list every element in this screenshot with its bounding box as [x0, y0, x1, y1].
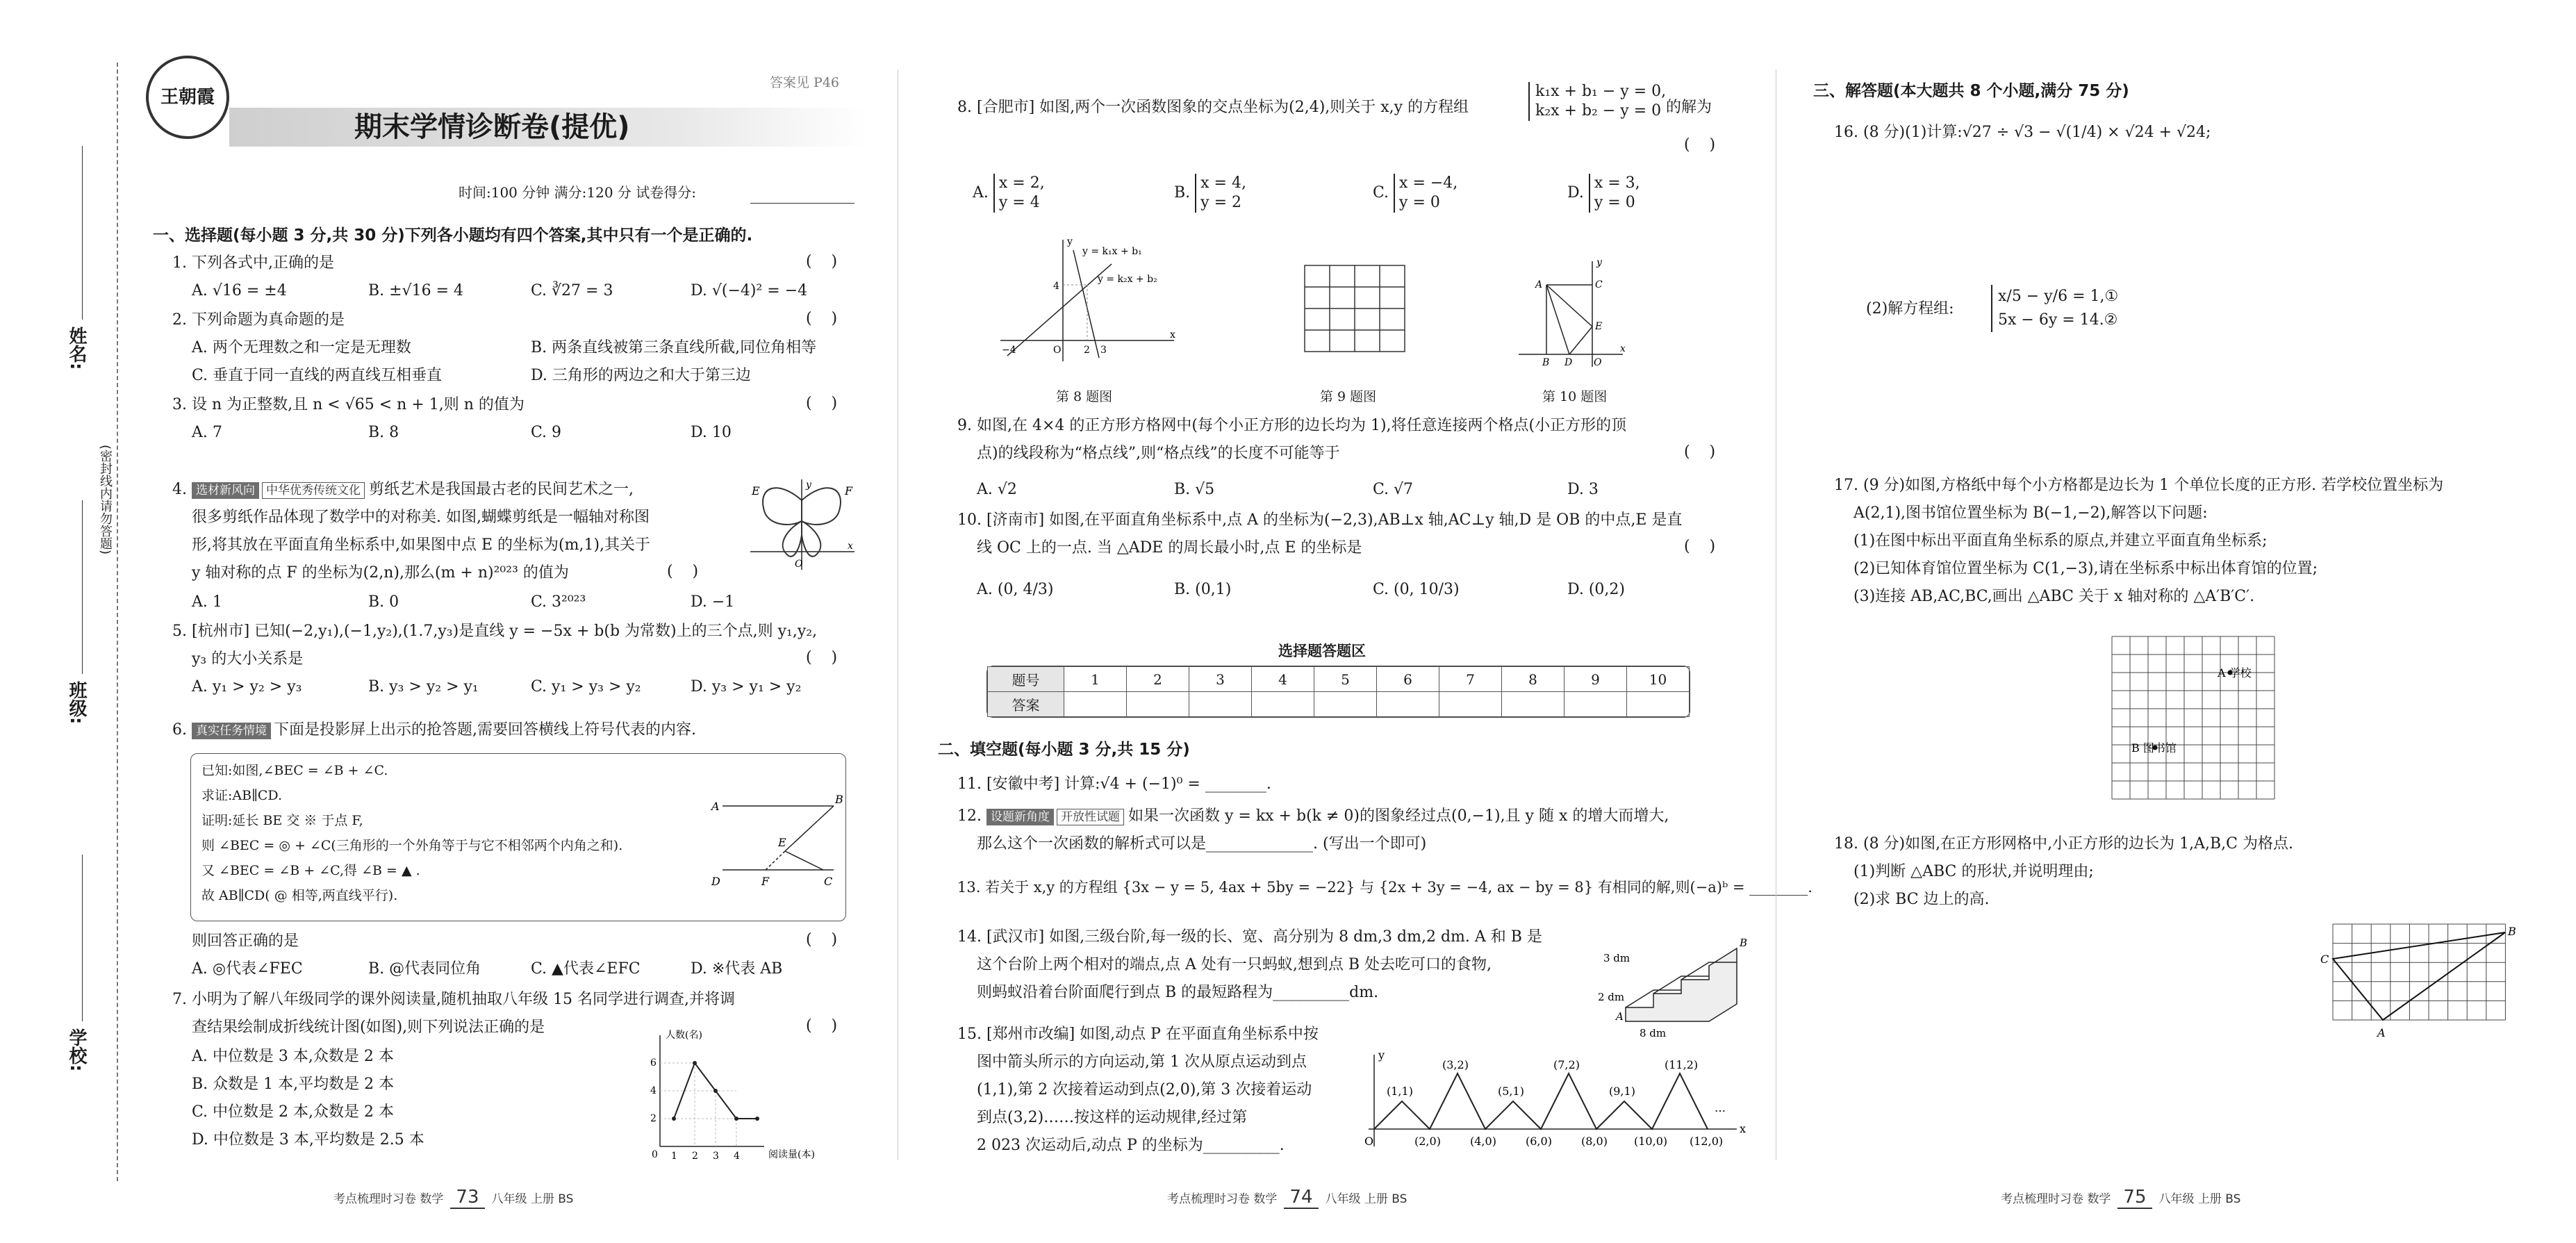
q7-option-b: B. 众数是 1 本,平均数是 2 本	[192, 1076, 395, 1093]
q3-option-b: B. 8	[368, 424, 399, 441]
q1-option-d: D. √(−4)² = −4	[691, 282, 808, 299]
q15-pt-3: (5,1)	[1498, 1085, 1524, 1098]
q7-option-a: A. 中位数是 3 本,众数是 2 本	[192, 1048, 394, 1065]
svg-text:2: 2	[650, 1113, 657, 1124]
q11: 11. [安徽中考] 计算:√4 + (−1)⁰ = ________.	[957, 775, 1271, 793]
q5-line-1: 5. [杭州市] 已知(−2,y₁),(−1,y₂),(1.7,y₃)是直线 y = −5x + b(b 为常数)上的三个点,则 y₁,y₂,	[172, 623, 818, 640]
fig10-coordinate	[1519, 257, 1630, 368]
logo-text: 王朝霞	[160, 87, 215, 108]
q4-line-2: 很多剪纸作品体现了数学中的对称美. 如图,蝴蝶剪纸是一幅轴对称图	[192, 509, 650, 526]
q16-part2: (2)解方程组:	[1866, 300, 1954, 318]
answer-col-8: 8	[1502, 667, 1564, 692]
page-title: 期末学情诊断卷(提优)	[354, 111, 630, 143]
q17-line-1: 17. (9 分)如图,方格纸中每个小方格都是边长为 1 个单位长度的正方形. 若学校位置坐标为	[1834, 477, 2444, 494]
q17-label-school: A 学校	[2218, 666, 2252, 680]
logo	[146, 56, 229, 139]
q6-option-a: A. ◎代表∠FEC	[192, 960, 303, 978]
svg-text:O: O	[1364, 1135, 1374, 1148]
q1-answer-bracket[interactable]: ( )	[806, 253, 838, 270]
q15-pt-4: (7,2)	[1553, 1058, 1580, 1071]
section-1-heading: 一、选择题(每小题 3 分,共 30 分)下列各小题均有四个答案,其中只有一个是正确的.	[153, 227, 753, 245]
q8-d-x: x = 3,	[1594, 174, 1640, 192]
q8-system-eq1: k₁x + b₁ − y = 0,	[1535, 83, 1667, 100]
q3-option-c: C. 9	[531, 424, 562, 441]
q14-label-a: A	[1616, 1010, 1624, 1023]
q9-line-2: 点)的线段称为“格点线”,则“格点线”的长度不可能等于	[977, 445, 1340, 462]
answer-col-10: 10	[1627, 667, 1690, 692]
answer-area-title: 选择题答题区	[1278, 643, 1366, 659]
svg-text:4: 4	[734, 1151, 740, 1162]
q14-line-1: 14. [武汉市] 如图,三级台阶,每一级的长、宽、高分别为 8 dm,3 dm,2 dm. A 和 B 是	[957, 928, 1542, 946]
svg-text:3: 3	[1100, 345, 1107, 356]
q7-option-c: C. 中位数是 2 本,众数是 2 本	[192, 1103, 394, 1121]
svg-text:A: A	[2377, 1026, 2386, 1039]
svg-text:O: O	[1053, 345, 1062, 356]
q8-d-y: y = 0	[1594, 194, 1635, 211]
q15-line-3: (1,1),第 2 次接着运动到点(2,0),第 3 次接着运动	[977, 1081, 1312, 1098]
svg-text:C: C	[824, 875, 833, 888]
left-footer-book: 考点梳理时习卷 数学	[333, 1192, 444, 1206]
section-3-heading: 三、解答题(本大题共 8 个小题,满分 75 分)	[1813, 82, 2129, 100]
fig8-label-line2: y = k₂x + b₂	[1098, 274, 1157, 285]
q4-tag-new: 选材新风向	[192, 482, 259, 499]
answer-cell-10[interactable]	[1627, 692, 1690, 717]
q4-line-1: 剪纸艺术是我国最古老的民间艺术之一,	[368, 481, 634, 498]
answer-col-6: 6	[1377, 667, 1439, 692]
q15-axis-5: (10,0)	[1634, 1135, 1668, 1148]
svg-text:B: B	[835, 793, 843, 806]
svg-text:3: 3	[713, 1151, 719, 1162]
q18-line-2: (1)判断 △ABC 的形状,并说明理由;	[1853, 863, 2094, 880]
q8-b-y: y = 2	[1200, 194, 1242, 211]
exam-info: 时间:100 分钟 满分:120 分 试卷得分:	[459, 184, 696, 201]
answer-cell-8[interactable]	[1502, 692, 1564, 717]
q4-option-a: A. 1	[192, 593, 222, 611]
q5-line-2: y₃ 的大小关系是	[192, 650, 304, 668]
answer-col-7: 7	[1439, 667, 1502, 692]
q14-line-2: 这个台阶上两个相对的端点,点 A 处有一只蚂蚁,想到点 B 处去吃可口的食物,	[977, 956, 1492, 973]
svg-text:C: C	[2320, 953, 2329, 966]
q9-line-1: 9. 如图,在 4×4 的正方形方格网中(每个小正方形的边长均为 1),将任意连接两个格点(小正方形的顶	[957, 417, 1627, 434]
svg-text:4: 4	[1053, 281, 1059, 292]
q15-axis-2: (4,0)	[1470, 1135, 1496, 1148]
q6-text: 下面是投影屏上出示的抢答题,需要回答横线上符号代表的内容.	[273, 721, 696, 739]
butterfly-figure	[750, 479, 854, 570]
q9-option-c: C. √7	[1373, 481, 1414, 498]
q17-line-2: A(2,1),图书馆位置坐标为 B(−1,−2),解答以下问题:	[1853, 504, 2208, 522]
svg-text:x: x	[1620, 343, 1626, 354]
q18-line-1: 18. (8 分)如图,在正方形网格中,小正方形的边长为 1,A,B,C 为格点.	[1834, 835, 2293, 853]
q7-line-2: 查结果绘制成折线统计图(如图),则下列说法正确的是	[192, 1019, 545, 1036]
q15-axis-3: (6,0)	[1526, 1135, 1552, 1148]
q7-chart-ylabel: 人数(名)	[666, 1030, 702, 1041]
q12-tag-angle: 设题新角度	[986, 809, 1054, 825]
q6-box-line-2: 求证:AB∥CD.	[201, 788, 282, 803]
svg-text:F: F	[845, 484, 853, 497]
q8-option-a: A. x = 2, y = 4	[973, 174, 1045, 211]
q17-line-3: (1)在图中标出平面直角坐标系的原点,并建立平面直角坐标系;	[1853, 532, 2268, 550]
right-footer	[2001, 1187, 2240, 1209]
svg-text:F: F	[761, 875, 770, 888]
q7-line-chart	[646, 1028, 854, 1167]
svg-text:x: x	[1740, 1122, 1747, 1135]
name-underline	[82, 146, 83, 320]
q2-stem: 2. 下列命题为真命题的是	[172, 311, 345, 329]
fig9-grid	[1303, 264, 1407, 354]
q2-option-c: C. 垂直于同一直线的两直线互相垂直	[192, 367, 443, 384]
q17-label-library: B 图书馆	[2131, 741, 2177, 755]
q8-system-eq2: k₂x + b₂ − y = 0	[1535, 102, 1662, 120]
q4-line-4: y 轴对称的点 F 的坐标为(2,n),那么(m + n)²⁰²³ 的值为	[192, 564, 569, 582]
answer-cell-1[interactable]	[1064, 692, 1127, 717]
q1-option-c: C. ∛27 = 3	[531, 282, 613, 299]
answer-col-2: 2	[1127, 667, 1189, 692]
mid-page-number: 74	[1284, 1187, 1318, 1209]
q7-chart-xlabel: 阅读量(本)	[768, 1149, 815, 1160]
q9-answer-bracket[interactable]: ( )	[1684, 443, 1716, 461]
q10-option-c: C. (0, 10/3)	[1373, 581, 1460, 598]
fig8-label-line1: y = k₁x + b₁	[1082, 246, 1142, 257]
q6-box-line-4: 则 ∠BEC = ◎ + ∠C(三角形的一个外角等于与它不相邻两个内角之和).	[201, 838, 623, 853]
school-underline	[82, 855, 83, 1021]
mid-footer-book: 考点梳理时习卷 数学	[1167, 1192, 1278, 1206]
svg-text:x: x	[1170, 329, 1175, 340]
q6-tag: 真实任务情境	[192, 723, 271, 739]
answer-cell-9[interactable]	[1564, 692, 1627, 717]
q10-option-d: D. (0,2)	[1567, 581, 1625, 598]
q15-axis-4: (8,0)	[1581, 1135, 1608, 1148]
right-page-number: 75	[2117, 1187, 2152, 1209]
q14-label-2dm: 2 dm	[1598, 991, 1625, 1003]
q3-answer-bracket[interactable]: ( )	[806, 395, 838, 412]
answer-cell-7[interactable]	[1439, 692, 1502, 717]
q12-line-2: 那么这个一次函数的解析式可以是______________. (写出一个即可)	[977, 835, 1427, 853]
answer-col-3: 3	[1189, 667, 1252, 692]
answer-cell-2[interactable]	[1127, 692, 1189, 717]
fig8-two-lines	[1000, 236, 1181, 361]
q15-pt-2: (3,2)	[1442, 1058, 1469, 1071]
q8-line-1: 8. [合肥市] 如图,两个一次函数图象的交点坐标为(2,4),则关于 x,y 的方程组	[957, 99, 1469, 116]
svg-text:1: 1	[671, 1151, 677, 1162]
side-label-class: 班级:	[66, 681, 87, 725]
svg-text:O: O	[1594, 357, 1602, 368]
q15-axis-1: (2,0)	[1414, 1135, 1441, 1148]
q6-box-line-3: 证明:延长 BE 交 ※ 于点 F,	[201, 813, 363, 828]
q7-option-d: D. 中位数是 3 本,平均数是 2.5 本	[192, 1131, 424, 1149]
svg-text:6: 6	[650, 1057, 657, 1069]
q15-pt-1: (1,1)	[1387, 1085, 1413, 1098]
q4-line-3: 形,将其放在平面直角坐标系中,如果图中点 E 的坐标为(m,1),其关于	[192, 536, 651, 554]
q10-option-b: B. (0,1)	[1174, 581, 1232, 598]
q2-option-d: D. 三角形的两边之和大于第三边	[531, 367, 751, 384]
q5-option-c: C. y₁ > y₃ > y₂	[531, 678, 641, 695]
q8-a-y: y = 4	[998, 194, 1040, 211]
fig10-caption: 第 10 题图	[1542, 389, 1608, 404]
svg-text:E: E	[778, 836, 786, 849]
q2-option-a: A. 两个无理数之和一定是无理数	[192, 339, 411, 356]
q14-label-b: B	[1740, 937, 1748, 949]
q8-a-x: x = 2,	[998, 174, 1045, 192]
answer-col-1: 1	[1064, 667, 1127, 692]
q16-part1: 16. (8 分)(1)计算:√27 ÷ √3 − √(1/4) × √24 + √24;	[1834, 124, 2211, 141]
svg-text:D: D	[1564, 357, 1573, 368]
left-page-number: 73	[450, 1187, 484, 1209]
q17-line-4: (2)已知体育馆位置坐标为 C(1,−3),请在坐标系中标出体育馆的位置;	[1853, 560, 2318, 577]
q10-line-2: 线 OC 上的一点. 当 △ADE 的周长最小时,点 E 的坐标是	[977, 539, 1362, 557]
svg-text:B: B	[1542, 357, 1550, 368]
side-seal-text: (密封线内请勿答题)	[98, 445, 113, 555]
q8-b-x: x = 4,	[1200, 174, 1246, 192]
q4-stem: 4. 选材新风向 中华优秀传统文化 剪纸艺术是我国最古老的民间艺术之一,	[172, 481, 634, 498]
q15-pt-5: (9,1)	[1609, 1085, 1635, 1098]
answer-table	[986, 666, 1690, 718]
q6-box-line-6: 故 AB∥CD( @ 相等,两直线平行).	[201, 888, 398, 903]
fig8-caption: 第 8 题图	[1056, 389, 1113, 404]
answer-col-4: 4	[1252, 667, 1314, 692]
svg-text:…: …	[1715, 1101, 1726, 1114]
q5-option-d: D. y₃ > y₁ > y₂	[691, 678, 802, 695]
left-footer	[333, 1187, 573, 1209]
q16-system-eq2: 5x − 6y = 14.②	[1998, 311, 2118, 329]
q3-option-d: D. 10	[691, 424, 732, 441]
q10-option-a: A. (0, 4/3)	[977, 581, 1054, 598]
svg-text:x: x	[848, 541, 853, 552]
q8-c-x: x = −4,	[1399, 174, 1458, 192]
q6-answer-bracket[interactable]: ( )	[806, 931, 838, 948]
q16-system-eq1: x/5 − y/6 = 1,①	[1998, 288, 2119, 305]
answer-cell-3[interactable]	[1189, 692, 1252, 717]
q8-option-c: C. x = −4, y = 0	[1373, 174, 1458, 211]
q2-option-b: B. 两条直线被第三条直线所截,同位角相等	[531, 339, 817, 356]
q8-option-b: B. x = 4, y = 2	[1174, 174, 1246, 211]
q6-box-line-5: 又 ∠BEC = ∠B + ∠C,得 ∠B = ▲ .	[201, 863, 420, 878]
q15-pt-6: (11,2)	[1665, 1058, 1699, 1071]
q4-tag-culture: 中华优秀传统文化	[262, 482, 365, 499]
right-footer-grade: 八年级 上册 BS	[2158, 1192, 2241, 1206]
svg-text:A: A	[1535, 279, 1543, 290]
answer-reference: 答案见 P46	[770, 75, 840, 90]
answer-cell-5[interactable]	[1314, 692, 1377, 717]
answer-cell-4[interactable]	[1252, 692, 1314, 717]
q2-answer-bracket[interactable]: ( )	[806, 310, 838, 327]
score-underline	[750, 203, 854, 204]
svg-text:y: y	[1067, 236, 1073, 247]
q8-option-d: D. x = 3, y = 0	[1567, 174, 1640, 211]
answer-table-header-answer: 答案	[988, 692, 1064, 717]
answer-col-5: 5	[1314, 667, 1377, 692]
q10-line-1: 10. [济南市] 如图,在平面直角坐标系中,点 A 的坐标为(−2,3),AB⊥x 轴,AC⊥y 轴,D 是 OB 的中点,E 是直	[957, 511, 1683, 529]
q4-option-c: C. 3²⁰²³	[531, 593, 586, 611]
left-footer-grade: 八年级 上册 BS	[491, 1192, 574, 1206]
q18-grid-figure	[2318, 917, 2526, 1042]
q16-system	[1991, 285, 2118, 332]
svg-text:2: 2	[1084, 345, 1090, 356]
svg-text:y: y	[1596, 257, 1602, 268]
section-2-heading: 二、填空题(每小题 3 分,共 15 分)	[938, 741, 1190, 759]
q17-line-5: (3)连接 AB,AC,BC,画出 △ABC 关于 x 轴对称的 △A′B′C′.	[1853, 588, 2255, 605]
q14-label-8dm: 8 dm	[1640, 1027, 1667, 1039]
svg-text:O: O	[795, 559, 803, 570]
right-footer-book: 考点梳理时习卷 数学	[2001, 1192, 2111, 1206]
q3-stem: 3. 设 n 为正整数,且 n < √65 < n + 1,则 n 的值为	[172, 396, 525, 413]
svg-text:2: 2	[692, 1151, 698, 1162]
q15-zigzag-figure	[1362, 1049, 1751, 1153]
svg-text:D: D	[711, 875, 720, 888]
svg-text:4: 4	[650, 1085, 657, 1096]
q5-answer-bracket[interactable]: ( )	[806, 649, 838, 666]
q6-option-c: C. ▲代表∠EFC	[531, 960, 641, 978]
svg-text:0: 0	[652, 1149, 658, 1160]
q15-line-2: 图中箭头所示的方向运动,第 1 次从原点运动到点	[977, 1053, 1307, 1071]
q15-line-5: 2 023 次运动后,动点 P 的坐标为__________.	[977, 1137, 1285, 1154]
q17-grid-figure	[2109, 634, 2280, 805]
q15-line-4: 到点(3,2)……按这样的运动规律,经过第	[977, 1109, 1248, 1126]
q1-option-b: B. ±√16 = 4	[368, 282, 464, 299]
q6-stem: 6. 真实任务情境 下面是投影屏上出示的抢答题,需要回答横线上符号代表的内容.	[172, 721, 696, 739]
svg-text:−4: −4	[1002, 345, 1016, 356]
q14-label-3dm: 3 dm	[1603, 952, 1630, 964]
q6-box-line-1: 已知:如图,∠BEC = ∠B + ∠C.	[201, 763, 388, 778]
q9-option-a: A. √2	[977, 481, 1017, 498]
svg-text:E: E	[752, 484, 760, 497]
q14-line-3: 则蚂蚁沿着台阶面爬行到点 B 的最短路程为__________dm.	[977, 984, 1379, 1001]
q6-option-b: B. @代表同位角	[368, 960, 481, 978]
q15-axis-6: (12,0)	[1690, 1135, 1724, 1148]
q5-option-a: A. y₁ > y₂ > y₃	[192, 678, 302, 695]
q1-option-a: A. √16 = ±4	[192, 282, 287, 299]
q12-line-1: 12. 设题新角度 开放性试题 如果一次函数 y = kx + b(k ≠ 0)的图象经过点(0,−1),且 y 随 x 的增大而增大,	[957, 807, 1669, 825]
class-underline	[82, 500, 83, 674]
svg-text:E: E	[1595, 321, 1603, 332]
q9-option-d: D. 3	[1567, 481, 1599, 498]
q4-option-b: B. 0	[368, 593, 399, 611]
q3-option-a: A. 7	[192, 424, 222, 441]
q4-answer-bracket[interactable]: ( )	[667, 563, 699, 580]
q14-stairs-figure	[1598, 931, 1751, 1042]
mid-footer	[1167, 1187, 1407, 1209]
svg-text:y: y	[1378, 1048, 1385, 1062]
q8-answer-bracket[interactable]: ( )	[1684, 136, 1716, 154]
q4-option-d: D. −1	[691, 593, 735, 611]
q13: 13. 若关于 x,y 的方程组 {3x − y = 5, 4ax + 5by = −22} 与 {2x + 3y = −4, ax − by = 8} 有相同的解,则(−a)ᵇ = ________.	[957, 879, 1813, 896]
side-label-name: 姓名:	[66, 327, 87, 370]
q9-option-b: B. √5	[1174, 481, 1215, 498]
q10-answer-bracket[interactable]: ( )	[1684, 538, 1716, 555]
svg-text:B: B	[2508, 925, 2516, 938]
side-label-school: 学校:	[66, 1028, 87, 1072]
q18-line-3: (2)求 BC 边上的高.	[1853, 891, 1990, 908]
q8-system	[1528, 82, 1666, 121]
q6-option-d: D. ※代表 AB	[691, 960, 783, 978]
q15-line-1: 15. [郑州市改编] 如图,动点 P 在平面直角坐标系中按	[957, 1026, 1319, 1043]
answer-table-header-number: 题号	[988, 667, 1064, 692]
fig9-caption: 第 9 题图	[1320, 389, 1377, 404]
q1-stem: 1. 下列各式中,正确的是	[172, 254, 334, 272]
q12-text: 如果一次函数 y = kx + b(k ≠ 0)的图象经过点(0,−1),且 y 随 x 的增大而增大,	[1128, 807, 1669, 825]
answer-cell-6[interactable]	[1377, 692, 1439, 717]
svg-text:y: y	[806, 479, 811, 491]
q6-ask: 则回答正确的是	[192, 932, 299, 950]
q8-line-2: 的解为	[1666, 99, 1712, 116]
q7-line-1: 7. 小明为了解八年级同学的课外阅读量,随机抽取八年级 15 名同学进行调查,并将调	[172, 991, 735, 1008]
svg-text:C: C	[1595, 279, 1603, 290]
svg-text:A: A	[711, 800, 720, 813]
q12-tag-open: 开放性试题	[1057, 809, 1124, 825]
q7-answer-bracket[interactable]: ( )	[806, 1017, 838, 1035]
mid-footer-grade: 八年级 上册 BS	[1325, 1192, 1407, 1206]
answer-col-9: 9	[1564, 667, 1627, 692]
q8-c-y: y = 0	[1399, 194, 1440, 211]
q5-option-b: B. y₃ > y₂ > y₁	[368, 678, 479, 695]
q6-figure	[709, 785, 841, 889]
binding-line	[117, 63, 118, 1181]
